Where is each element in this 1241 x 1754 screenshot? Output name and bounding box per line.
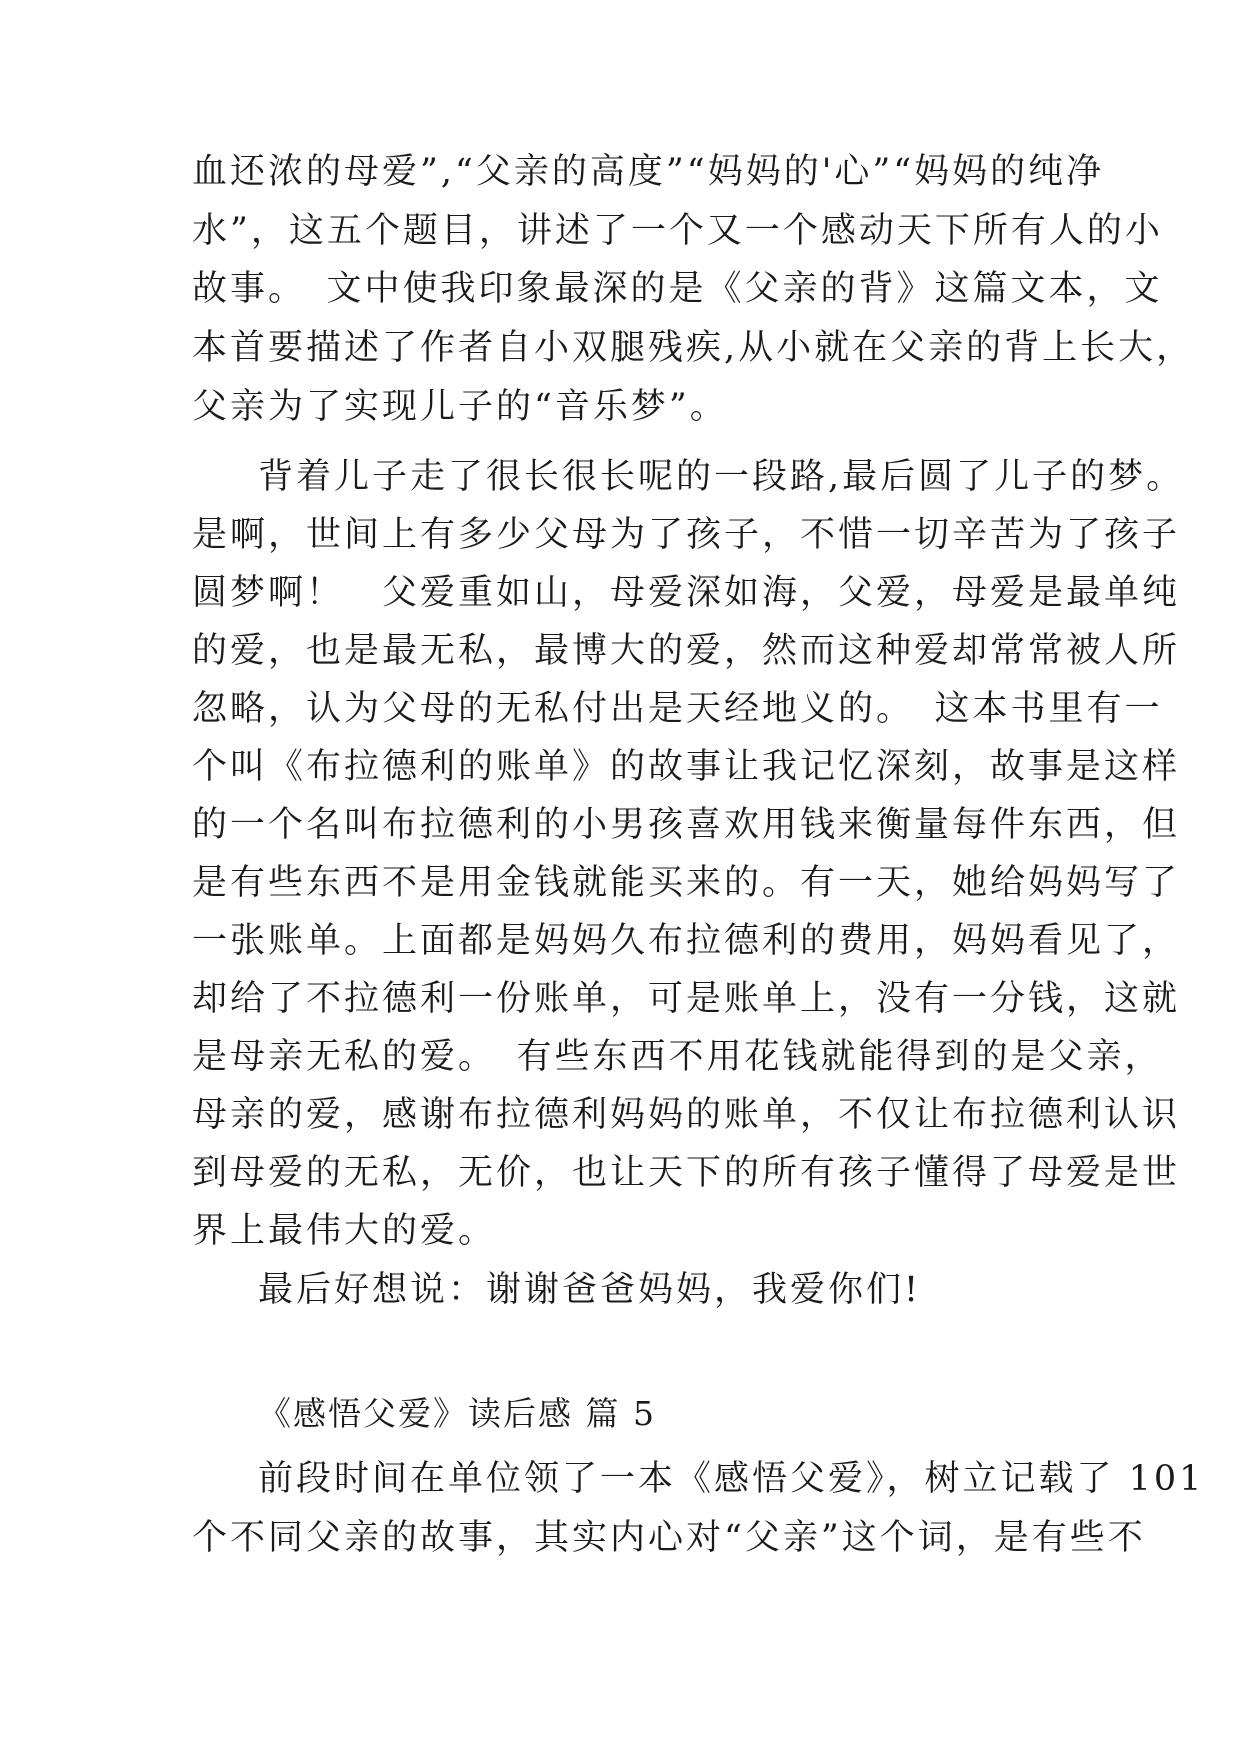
- section-heading: 《感悟父爱》读后感 篇 5: [258, 1394, 656, 1433]
- text-line: 血还浓的母爱”,“父亲的高度”“妈妈的'心”“妈妈的纯净: [192, 152, 1105, 192]
- text-line: 个叫《布拉德利的账单》的故事让我记忆深刻，故事是这样: [192, 747, 1181, 787]
- text-line: 个不同父亲的故事，其实内心对“父亲”这个词，是有些不: [192, 1518, 1146, 1558]
- text-line: 本首要描述了作者自小双腿残疾,从小就在父亲的背上长大，: [192, 328, 1195, 368]
- text-line: 的爱，也是最无私，最博大的爱，然而这种爱却常常被人所: [192, 631, 1181, 671]
- text-line: 忽略，认为父母的无私付出是天经地义的。 这本书里有一: [192, 689, 1163, 729]
- text-line: 母亲的爱，感谢布拉德利妈妈的账单，不仅让布拉德利认识: [192, 1095, 1181, 1135]
- paragraph-first-line: 最后好想说：谢谢爸爸妈妈，我爱你们!: [258, 1270, 922, 1310]
- text-line: 故事。 文中使我印象最深的是《父亲的背》这篇文本，文: [192, 269, 1163, 309]
- text-line: 是母亲无私的爱。 有些东西不用花钱就能得到的是父亲，: [192, 1037, 1163, 1077]
- text-line: 圆梦啊！ 父爱重如山，母爱深如海，父爱，母爱是最单纯: [192, 573, 1181, 613]
- text-line: 界上最伟大的爱。: [192, 1211, 497, 1251]
- text-line: 的一个名叫布拉德利的小男孩喜欢用钱来衡量每件东西，但: [192, 805, 1181, 845]
- text-line: 到母爱的无私，无价，也让天下的所有孩子懂得了母爱是世: [192, 1153, 1181, 1193]
- text-line: 父亲为了实现儿子的“音乐梦”。: [192, 387, 728, 427]
- text-line: 是有些东西不是用金钱就能买来的。有一天，她给妈妈写了: [192, 863, 1181, 903]
- paragraph-first-line: 前段时间在单位领了一本《感悟父爱》，树立记载了 101: [258, 1459, 1205, 1499]
- text-line: 一张账单。上面都是妈妈久布拉德利的费用，妈妈看见了，: [192, 921, 1181, 961]
- text-line: 是啊，世间上有多少父母为了孩子，不惜一切辛苦为了孩子: [192, 515, 1181, 555]
- text-line: 却给了不拉德利一份账单，可是账单上，没有一分钱，这就: [192, 979, 1181, 1019]
- paragraph-first-line: 背着儿子走了很长很长呢的一段路,最后圆了儿子的梦。: [258, 457, 1185, 497]
- text-line: 水”，这五个题目，讲述了一个又一个感动天下所有人的小: [192, 211, 1163, 251]
